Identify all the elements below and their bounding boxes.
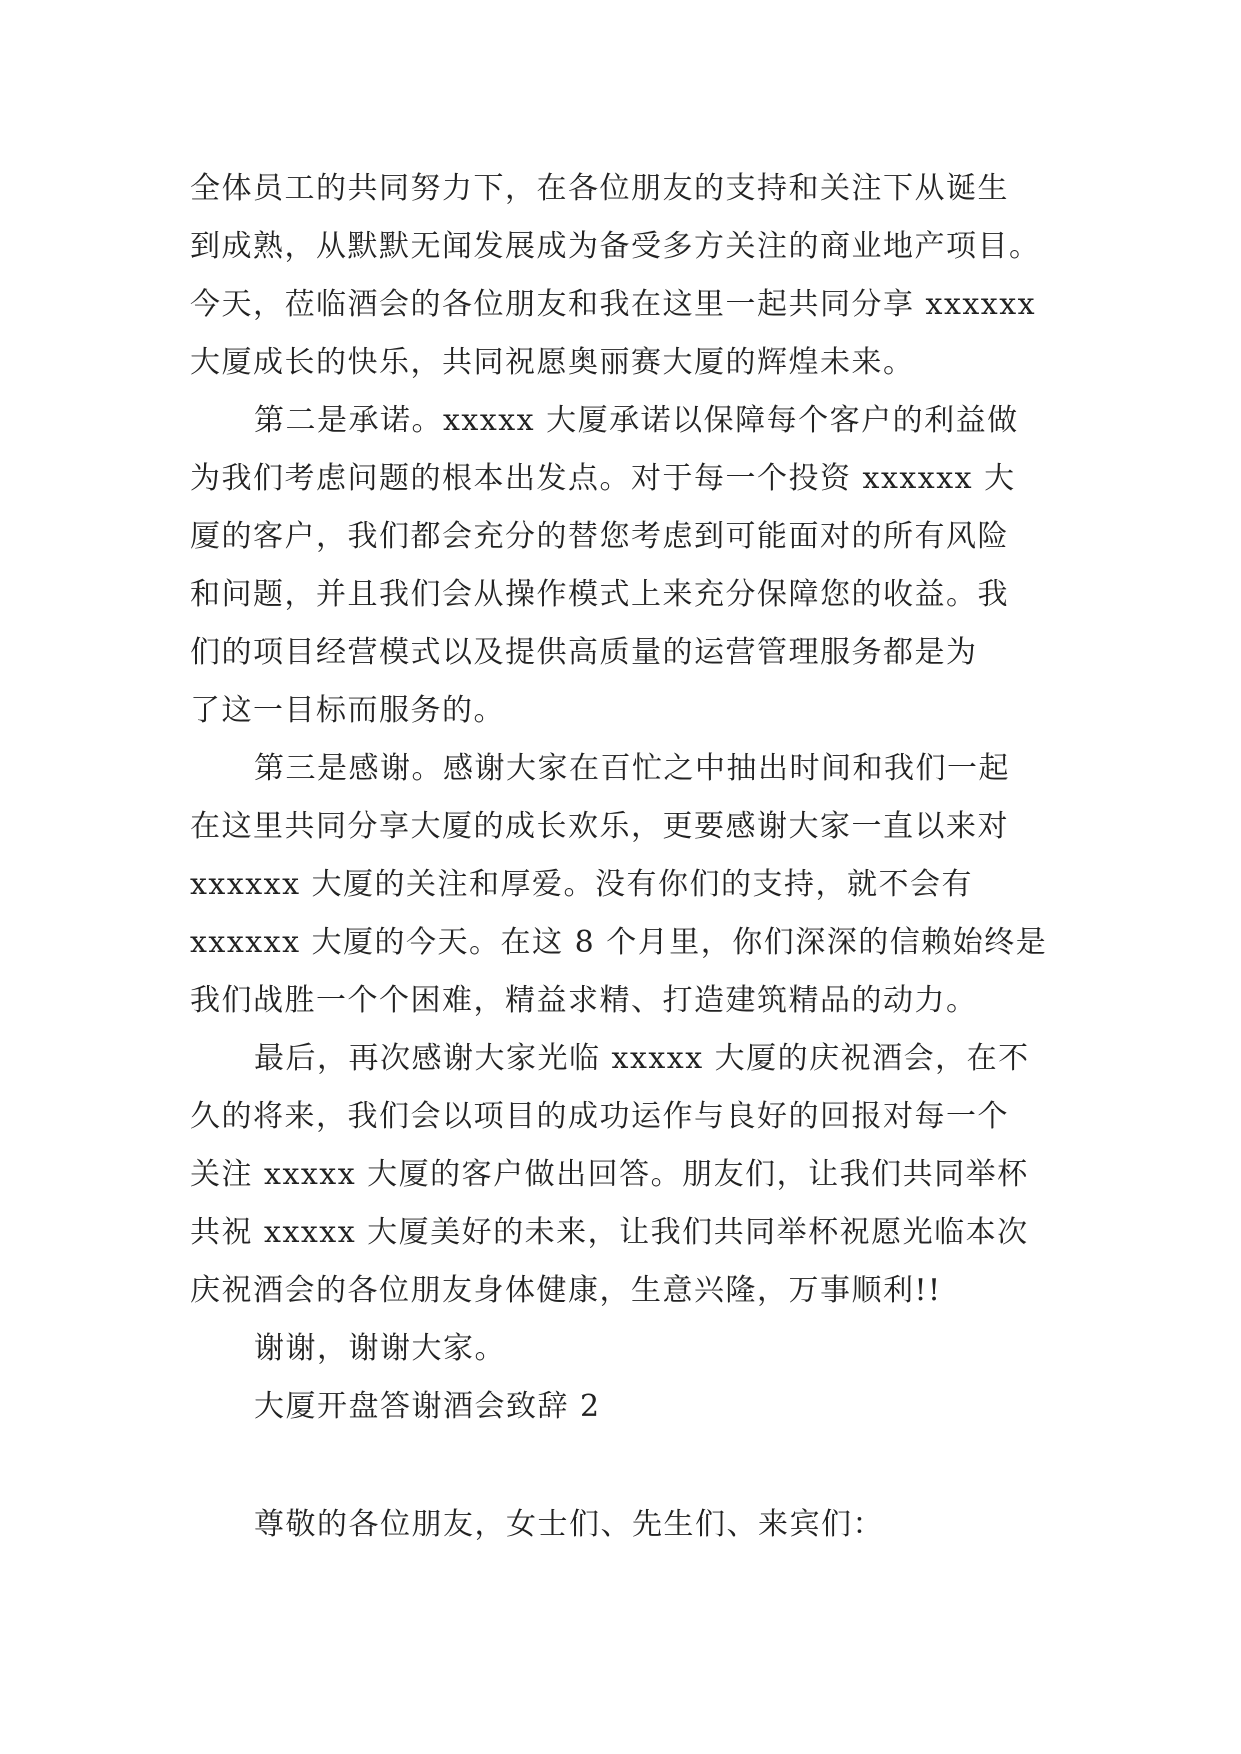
salutation-line: 尊敬的各位朋友，女士们、先生们、来宾们： [254,1507,884,1542]
paragraph-line: 今天，莅临酒会的各位朋友和我在这里一起共同分享 xxxxxx [190,287,1037,322]
paragraph-line: 最后，再次感谢大家光临 xxxxx 大厦的庆祝酒会，在不 [254,1041,1030,1076]
paragraph-line: 共祝 xxxxx 大厦美好的未来，让我们共同举杯祝愿光临本次 [190,1215,1029,1250]
paragraph-line: 厦的客户，我们都会充分的替您考虑到可能面对的所有风险 [190,519,1009,554]
paragraph-line: 关注 xxxxx 大厦的客户做出回答。朋友们，让我们共同举杯 [190,1157,1029,1192]
paragraph-line: 们的项目经营模式以及提供高质量的运营管理服务都是为 [190,635,978,670]
paragraph-line: 第三是感谢。感谢大家在百忙之中抽出时间和我们一起 [254,751,1010,786]
document-body [190,160,1090,1554]
paragraph-line: xxxxxx 大厦的关注和厚爱。没有你们的支持，就不会有 [190,867,974,902]
paragraph-line: 庆祝酒会的各位朋友身体健康，生意兴隆，万事顺利!! [190,1273,942,1308]
blank-gap [190,1436,1090,1496]
paragraph-line: 全体员工的共同努力下，在各位朋友的支持和关注下从诞生 [190,171,1009,206]
paragraph-line: 和问题，并且我们会从操作模式上来充分保障您的收益。我 [190,577,1009,612]
paragraph-line: 第二是承诺。xxxxx 大厦承诺以保障每个客户的利益做 [254,403,1019,438]
paragraph-line: 大厦成长的快乐，共同祝愿奥丽赛大厦的辉煌未来。 [190,345,915,380]
paragraph-line: 为我们考虑问题的根本出发点。对于每一个投资 xxxxxx 大 [190,461,1016,496]
paragraph-line: 我们战胜一个个困难，精益求精、打造建筑精品的动力。 [190,983,978,1018]
paragraph-line: xxxxxx 大厦的今天。在这 8 个月里，你们深深的信赖始终是 [190,925,1048,960]
closing-line: 谢谢，谢谢大家。 [254,1331,506,1366]
section-heading: 大厦开盘答谢酒会致辞 2 [254,1389,601,1424]
paragraph-line: 在这里共同分享大厦的成长欢乐，更要感谢大家一直以来对 [190,809,1009,844]
paragraph-line: 了这一目标而服务的。 [190,693,505,728]
paragraph-line: 到成熟，从默默无闻发展成为备受多方关注的商业地产项目。 [190,229,1041,264]
paragraph-line: 久的将来，我们会以项目的成功运作与良好的回报对每一个 [190,1099,1009,1134]
